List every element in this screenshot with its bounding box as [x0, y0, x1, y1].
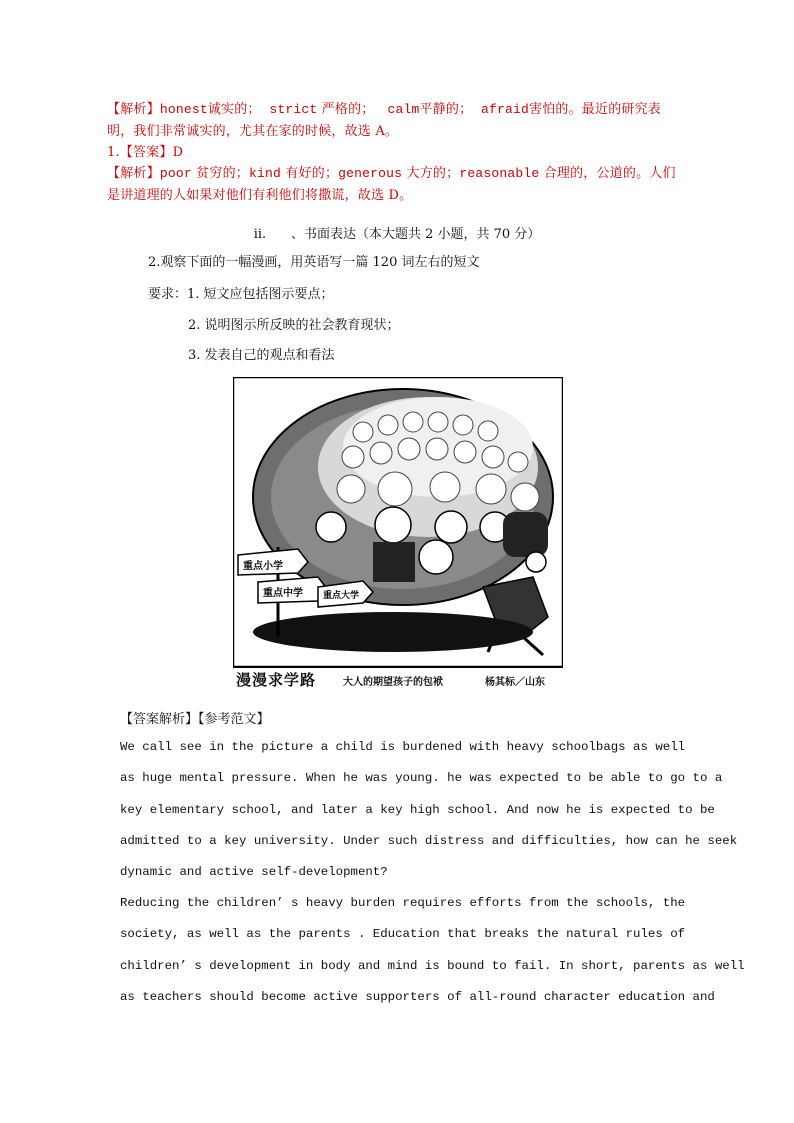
section-number: ii. [253, 227, 267, 242]
word-afraid: afraid [480, 102, 529, 117]
sign-primary: 重点小学 [243, 561, 283, 572]
essay-line: as teachers should become active supporters of all-round character education and [120, 990, 715, 1004]
word-kind: kind [248, 166, 281, 181]
requirement-2: 2. 说明图示所反映的社会教育现状； [188, 318, 400, 333]
analysis-1-line-2: 明，我们非常诚实的，尤其在家的时候，故选 A。 [107, 124, 399, 139]
meaning-7: 大方的； [406, 166, 460, 181]
cartoon-caption [233, 667, 563, 692]
meaning-2: 严格的； [321, 102, 375, 117]
essay-line: Reducing the children’ s heavy burden requires efforts from the schools, the [120, 896, 686, 910]
requirement-1-line [148, 283, 334, 302]
analysis-2-line-1 [107, 162, 676, 181]
section-heading [0, 223, 794, 242]
requirement-label: 要求： [148, 287, 188, 302]
essay-line: We call see in the picture a child is burdened with heavy schoolbags as well [120, 740, 686, 754]
cartoon-subtitle: 大人的期望孩子的包袱 [343, 677, 443, 688]
task-prompt: 2.观察下面的一幅漫画，用英语写一篇 120 词左右的短文 [148, 255, 480, 270]
meaning-3: 平静的； [419, 102, 473, 117]
section-title: 、书面表达（本大题共 2 小题，共 70 分） [290, 227, 541, 242]
cartoon-author: 杨其标／山东 [485, 677, 545, 688]
analysis-1-label: 【解析】 [107, 102, 160, 117]
word-honest: honest [159, 102, 208, 117]
word-generous: generous [338, 166, 403, 181]
answer-heading: 【答案解析】【参考范文】 [120, 712, 270, 727]
meaning-6: 有好的； [285, 166, 339, 181]
meaning-1: 诚实的； [207, 102, 261, 117]
essay-line: society, as well as the parents . Education that breaks the natural rules of [120, 927, 686, 941]
meaning-5: 贫穷的； [196, 166, 249, 181]
essay-line: dynamic and active self-development? [120, 865, 388, 879]
essay-line: admitted to a key university. Under such distress and difficulties, how can he seek [120, 834, 738, 848]
cartoon-drawing [233, 377, 563, 667]
cartoon-image [233, 377, 563, 691]
cartoon-title: 漫漫求学路 [236, 671, 317, 689]
analysis-1-line-1 [107, 98, 661, 117]
essay-line: children’ s development in body and mind is bound to fail. In short, parents as well [120, 959, 745, 973]
requirement-3: 3. 发表自己的观点和看法 [188, 348, 335, 363]
word-poor: poor [159, 166, 192, 181]
answer-1: 1.【答案】D [107, 145, 184, 160]
word-reasonable: reasonable [459, 166, 540, 181]
analysis-2-label: 【解析】 [107, 166, 160, 181]
sign-middle: 重点中学 [263, 588, 303, 599]
word-calm: calm [387, 102, 420, 117]
requirement-1: 1. 短文应包括图示要点； [187, 287, 334, 302]
sign-university: 重点大学 [323, 591, 360, 601]
meaning-8: 合理的，公道的。人们 [543, 166, 676, 181]
essay-line: key elementary school, and later a key high school. And now he is expected to be [120, 803, 715, 817]
word-strict: strict [269, 102, 318, 117]
analysis-2-line-2: 是讲道理的人如果对他们有利他们将撒谎，故选 D。 [107, 188, 413, 203]
essay-line: as huge mental pressure. When he was young. he was expected to be able to go to a [120, 771, 723, 785]
meaning-4: 害怕的。最近的研究表 [529, 102, 662, 117]
